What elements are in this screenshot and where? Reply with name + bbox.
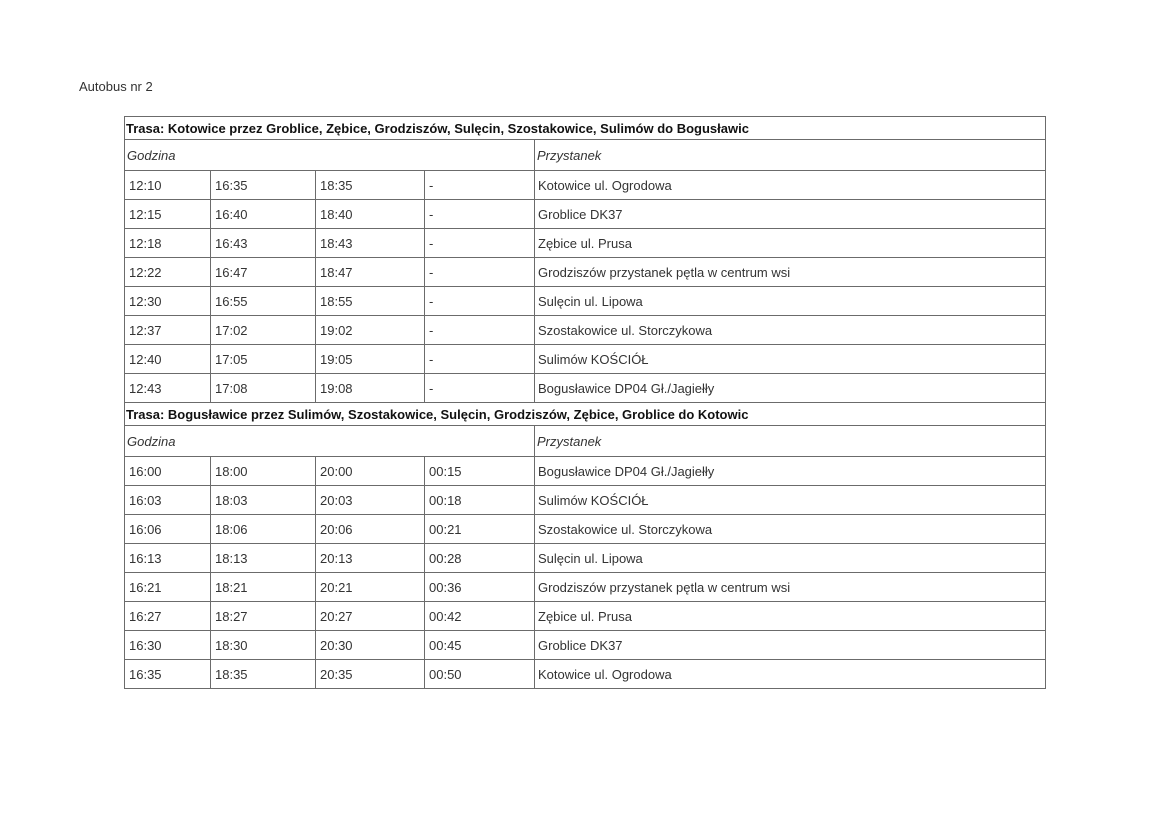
departure-time-cell: 16:00 — [125, 457, 211, 486]
departure-time-cell: 18:35 — [211, 660, 316, 689]
timetable — [124, 116, 1046, 689]
departure-time-cell: 00:45 — [425, 631, 535, 660]
stop-name-cell: Groblice DK37 — [535, 631, 1046, 660]
departure-time-cell: - — [425, 316, 535, 345]
departure-time-cell: 00:50 — [425, 660, 535, 689]
stop-name-cell: Sulimów KOŚCIÓŁ — [535, 486, 1046, 515]
departure-time-cell: 00:15 — [425, 457, 535, 486]
departure-time-cell: 20:30 — [316, 631, 425, 660]
route-title-row — [125, 117, 1046, 140]
stop-column-label: Przystanek — [535, 140, 1046, 171]
departure-time-cell: 20:13 — [316, 544, 425, 573]
stop-name-cell: Kotowice ul. Ogrodowa — [535, 171, 1046, 200]
departure-time-cell: 18:30 — [211, 631, 316, 660]
departure-time-cell: 00:36 — [425, 573, 535, 602]
departure-time-cell: 19:02 — [316, 316, 425, 345]
route-title: Trasa: Bogusławice przez Sulimów, Szostakowice, Sulęcin, Grodziszów, Zębice, Groblice do Kotowic — [125, 403, 1046, 426]
table-row — [125, 544, 1046, 573]
departure-time-cell: 00:21 — [425, 515, 535, 544]
departure-time-cell: 16:55 — [211, 287, 316, 316]
table-row — [125, 345, 1046, 374]
timetable-body — [125, 117, 1046, 689]
table-row — [125, 287, 1046, 316]
departure-time-cell: 18:43 — [316, 229, 425, 258]
departure-time-cell: 20:03 — [316, 486, 425, 515]
departure-time-cell: 12:10 — [125, 171, 211, 200]
departure-time-cell: 16:13 — [125, 544, 211, 573]
table-row — [125, 515, 1046, 544]
route-title: Trasa: Kotowice przez Groblice, Zębice, Grodziszów, Sulęcin, Szostakowice, Sulimów do Bogusławic — [125, 117, 1046, 140]
time-column-label: Godzina — [125, 140, 535, 171]
route-title-row — [125, 403, 1046, 426]
departure-time-cell: 16:43 — [211, 229, 316, 258]
departure-time-cell: 12:18 — [125, 229, 211, 258]
departure-time-cell: 12:15 — [125, 200, 211, 229]
table-row — [125, 316, 1046, 345]
departure-time-cell: 18:21 — [211, 573, 316, 602]
departure-time-cell: 16:35 — [125, 660, 211, 689]
table-row — [125, 374, 1046, 403]
departure-time-cell: 18:13 — [211, 544, 316, 573]
stop-name-cell: Sulęcin ul. Lipowa — [535, 287, 1046, 316]
departure-time-cell: 00:42 — [425, 602, 535, 631]
departure-time-cell: 12:40 — [125, 345, 211, 374]
departure-time-cell: - — [425, 200, 535, 229]
departure-time-cell: 20:00 — [316, 457, 425, 486]
departure-time-cell: 16:21 — [125, 573, 211, 602]
departure-time-cell: 12:37 — [125, 316, 211, 345]
table-row — [125, 229, 1046, 258]
departure-time-cell: 16:35 — [211, 171, 316, 200]
departure-time-cell: 18:06 — [211, 515, 316, 544]
table-row — [125, 660, 1046, 689]
stop-name-cell: Zębice ul. Prusa — [535, 602, 1046, 631]
departure-time-cell: - — [425, 258, 535, 287]
table-row — [125, 486, 1046, 515]
departure-time-cell: 18:00 — [211, 457, 316, 486]
table-row — [125, 258, 1046, 287]
departure-time-cell: 18:55 — [316, 287, 425, 316]
departure-time-cell: 12:43 — [125, 374, 211, 403]
departure-time-cell: 20:35 — [316, 660, 425, 689]
table-row — [125, 457, 1046, 486]
departure-time-cell: 16:40 — [211, 200, 316, 229]
departure-time-cell: - — [425, 287, 535, 316]
departure-time-cell: 00:18 — [425, 486, 535, 515]
stop-name-cell: Kotowice ul. Ogrodowa — [535, 660, 1046, 689]
stop-name-cell: Grodziszów przystanek pętla w centrum wsi — [535, 258, 1046, 287]
departure-time-cell: 17:05 — [211, 345, 316, 374]
departure-time-cell: 17:02 — [211, 316, 316, 345]
departure-time-cell: 18:40 — [316, 200, 425, 229]
stop-name-cell: Zębice ul. Prusa — [535, 229, 1046, 258]
departure-time-cell: 19:05 — [316, 345, 425, 374]
column-label-row — [125, 426, 1046, 457]
departure-time-cell: 18:35 — [316, 171, 425, 200]
stop-name-cell: Bogusławice DP04 Gł./Jagiełły — [535, 374, 1046, 403]
departure-time-cell: 20:27 — [316, 602, 425, 631]
departure-time-cell: - — [425, 229, 535, 258]
stop-column-label: Przystanek — [535, 426, 1046, 457]
departure-time-cell: 20:06 — [316, 515, 425, 544]
departure-time-cell: - — [425, 374, 535, 403]
stop-name-cell: Grodziszów przystanek pętla w centrum wsi — [535, 573, 1046, 602]
departure-time-cell: 12:30 — [125, 287, 211, 316]
departure-time-cell: 16:47 — [211, 258, 316, 287]
departure-time-cell: 16:03 — [125, 486, 211, 515]
departure-time-cell: - — [425, 171, 535, 200]
stop-name-cell: Groblice DK37 — [535, 200, 1046, 229]
departure-time-cell: 20:21 — [316, 573, 425, 602]
stop-name-cell: Szostakowice ul. Storczykowa — [535, 515, 1046, 544]
stop-name-cell: Bogusławice DP04 Gł./Jagiełły — [535, 457, 1046, 486]
stop-name-cell: Szostakowice ul. Storczykowa — [535, 316, 1046, 345]
departure-time-cell: 18:03 — [211, 486, 316, 515]
stop-name-cell: Sulęcin ul. Lipowa — [535, 544, 1046, 573]
departure-time-cell: 18:47 — [316, 258, 425, 287]
departure-time-cell: 12:22 — [125, 258, 211, 287]
departure-time-cell: 19:08 — [316, 374, 425, 403]
table-row — [125, 631, 1046, 660]
departure-time-cell: 17:08 — [211, 374, 316, 403]
column-label-row — [125, 140, 1046, 171]
departure-time-cell: 18:27 — [211, 602, 316, 631]
table-row — [125, 602, 1046, 631]
departure-time-cell: 16:06 — [125, 515, 211, 544]
table-row — [125, 171, 1046, 200]
departure-time-cell: 00:28 — [425, 544, 535, 573]
departure-time-cell: 16:27 — [125, 602, 211, 631]
table-row — [125, 573, 1046, 602]
departure-time-cell: - — [425, 345, 535, 374]
departure-time-cell: 16:30 — [125, 631, 211, 660]
table-row — [125, 200, 1046, 229]
time-column-label: Godzina — [125, 426, 535, 457]
stop-name-cell: Sulimów KOŚCIÓŁ — [535, 345, 1046, 374]
page-title: Autobus nr 2 — [79, 79, 153, 94]
